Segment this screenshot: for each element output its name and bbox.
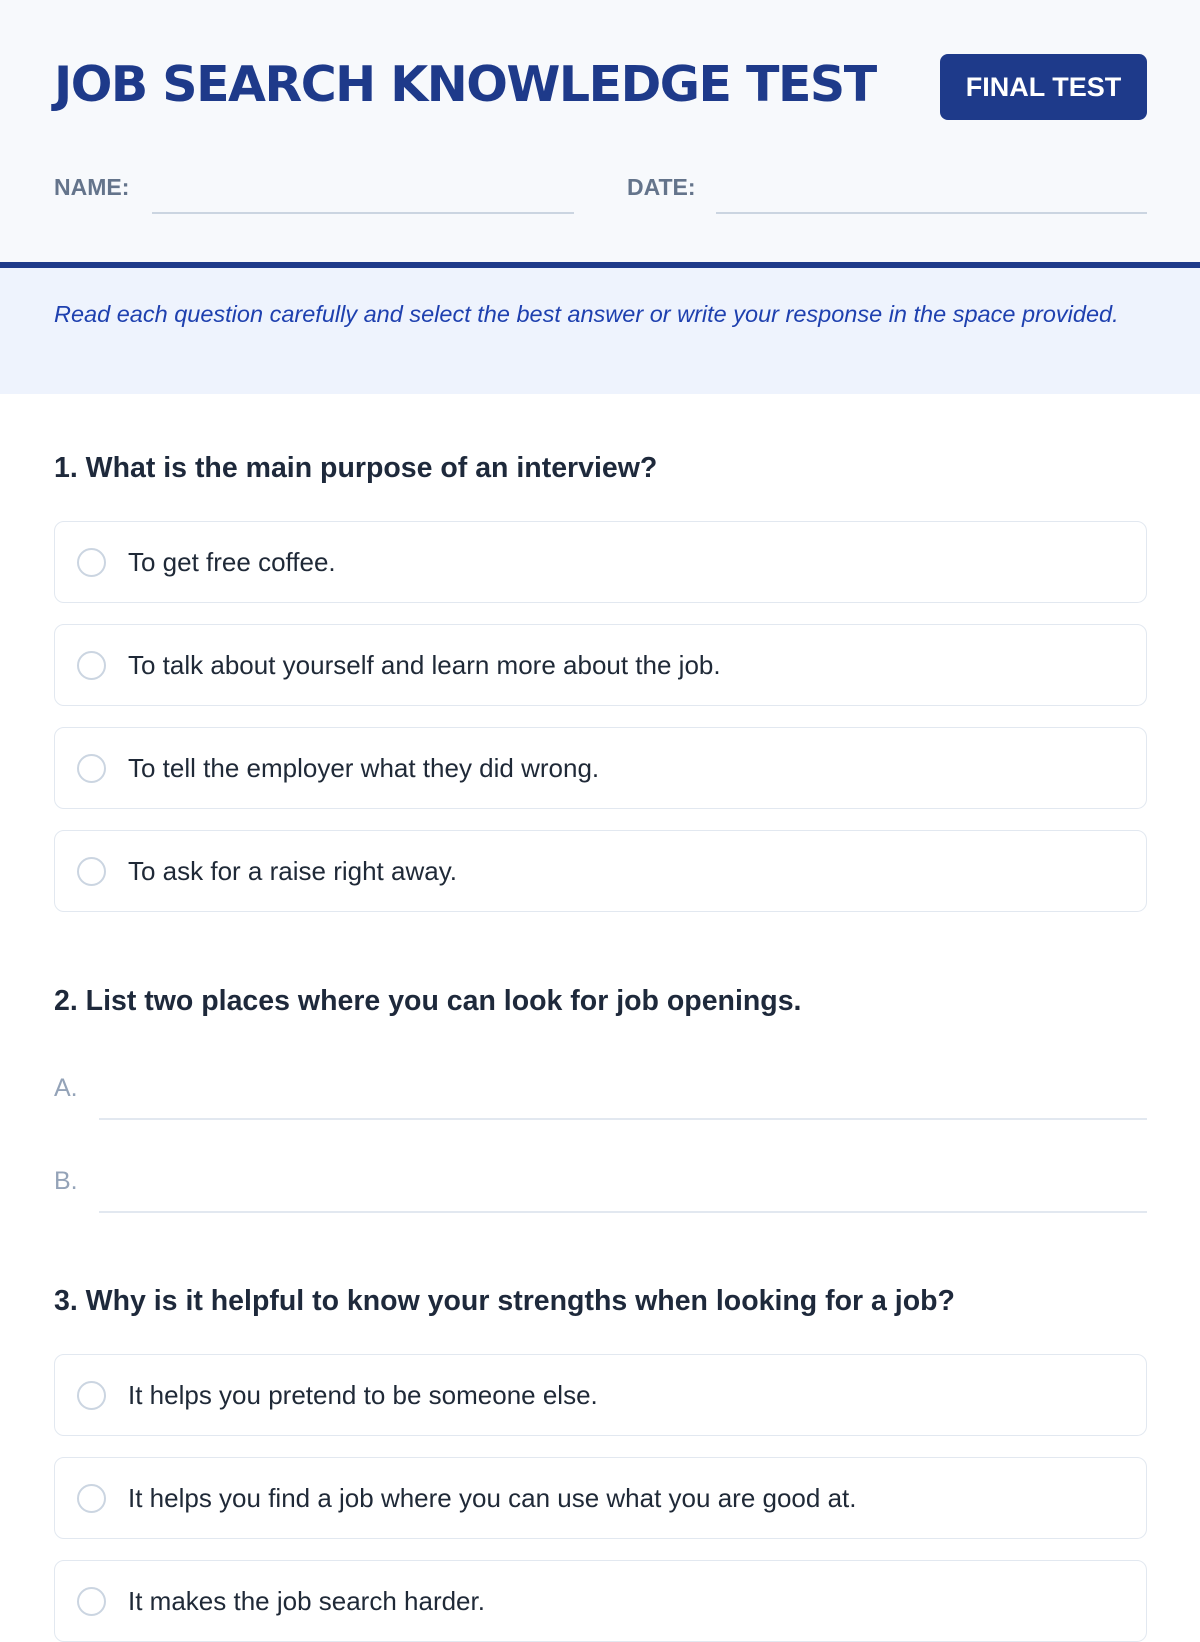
radio-circle-icon[interactable]: [77, 1484, 106, 1513]
page-title: JOB SEARCH KNOWLEDGE TEST: [54, 56, 876, 113]
question-3-option-2[interactable]: [54, 1457, 1147, 1539]
question-1-text: 1. What is the main purpose of an interview?: [54, 452, 658, 484]
question-3-option-3[interactable]: [54, 1560, 1147, 1642]
question-1-option-3[interactable]: [54, 727, 1147, 809]
question-1-option-4[interactable]: [54, 830, 1147, 912]
instructions-text: Read each question carefully and select the best answer or write your response in the space provided.: [54, 301, 1119, 327]
answer-b-field[interactable]: [99, 1211, 1147, 1213]
question-3-option-1[interactable]: [54, 1354, 1147, 1436]
answer-a-label: A.: [54, 1074, 78, 1102]
option-label: To get free coffee.: [128, 546, 336, 577]
option-label: To ask for a raise right away.: [128, 855, 457, 886]
final-test-badge: FINAL TEST: [940, 54, 1147, 120]
radio-circle-icon[interactable]: [77, 1587, 106, 1616]
radio-circle-icon[interactable]: [77, 548, 106, 577]
test-header: [0, 0, 1200, 268]
option-label: It helps you find a job where you can use what you are good at.: [128, 1482, 857, 1513]
question-2-text: 2. List two places where you can look for job openings.: [54, 985, 802, 1017]
date-label: DATE:: [627, 174, 696, 200]
radio-circle-icon[interactable]: [77, 857, 106, 886]
radio-circle-icon[interactable]: [77, 754, 106, 783]
answer-a-field[interactable]: [99, 1118, 1147, 1120]
answer-b-label: B.: [54, 1167, 78, 1195]
question-1-option-2[interactable]: [54, 624, 1147, 706]
instructions-banner: [0, 268, 1200, 394]
option-label: It makes the job search harder.: [128, 1585, 485, 1616]
option-label: To tell the employer what they did wrong.: [128, 752, 600, 783]
date-field[interactable]: [716, 212, 1147, 214]
radio-circle-icon[interactable]: [77, 651, 106, 680]
option-label: It helps you pretend to be someone else.: [128, 1379, 598, 1410]
name-label: NAME:: [54, 174, 130, 200]
radio-circle-icon[interactable]: [77, 1381, 106, 1410]
question-1-option-1[interactable]: [54, 521, 1147, 603]
option-label: To talk about yourself and learn more about the job.: [128, 649, 721, 680]
question-3-text: 3. Why is it helpful to know your strengths when looking for a job?: [54, 1285, 955, 1317]
name-field[interactable]: [152, 212, 574, 214]
